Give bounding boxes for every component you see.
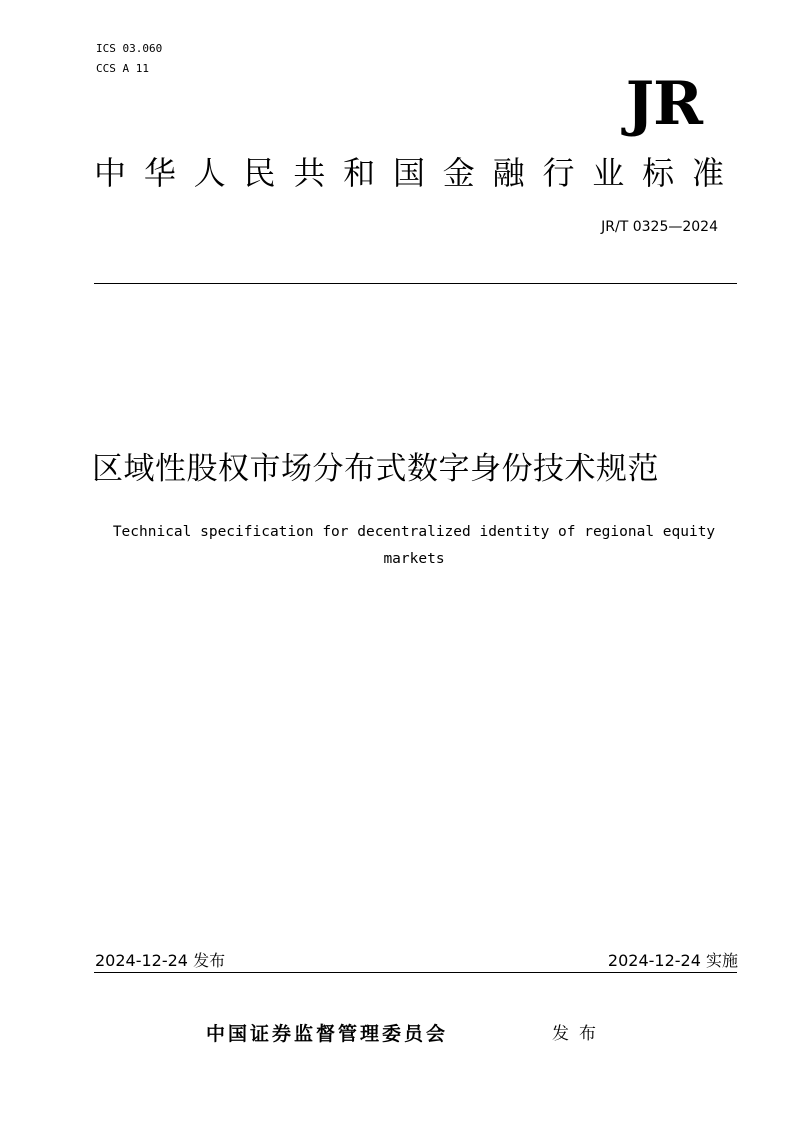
- heading-char: 和: [343, 154, 376, 192]
- ics-code: ICS 03.060: [96, 42, 163, 55]
- ccs-code: CCS A 11: [96, 62, 149, 75]
- heading-char: 标: [642, 154, 675, 192]
- publish-date: 2024-12-24 发布: [95, 951, 226, 970]
- heading-char: 金: [442, 154, 475, 192]
- bottom-divider: [94, 972, 737, 973]
- heading-char: 准: [691, 154, 724, 192]
- heading-char: 业: [592, 154, 625, 192]
- title-english-line-2: markets: [383, 551, 445, 567]
- jr-logo: JR: [625, 69, 702, 139]
- heading-char: 人: [193, 154, 226, 192]
- heading-char: 华: [143, 154, 176, 192]
- title-chinese: 区域性股权市场分布式数字身份技术规范: [92, 451, 659, 487]
- title-english: [84, 519, 744, 573]
- title-english-line-1: Technical specification for decentralized identity of regional equity: [112, 524, 716, 540]
- heading-char: 中: [94, 154, 127, 192]
- industry-standard-heading: [94, 152, 724, 194]
- issuer-action: 发布: [552, 1024, 606, 1044]
- heading-char: 共: [293, 154, 326, 192]
- top-divider: [94, 283, 737, 284]
- implement-date: 2024-12-24 实施: [607, 951, 738, 970]
- issuer-name: 中国证券监督管理委员会: [206, 1023, 449, 1045]
- heading-char: 国: [392, 154, 425, 192]
- heading-char: 融: [492, 154, 525, 192]
- standard-number: JR/T 0325—2024: [601, 219, 718, 235]
- heading-char: 民: [243, 154, 276, 192]
- heading-char: 行: [542, 154, 575, 192]
